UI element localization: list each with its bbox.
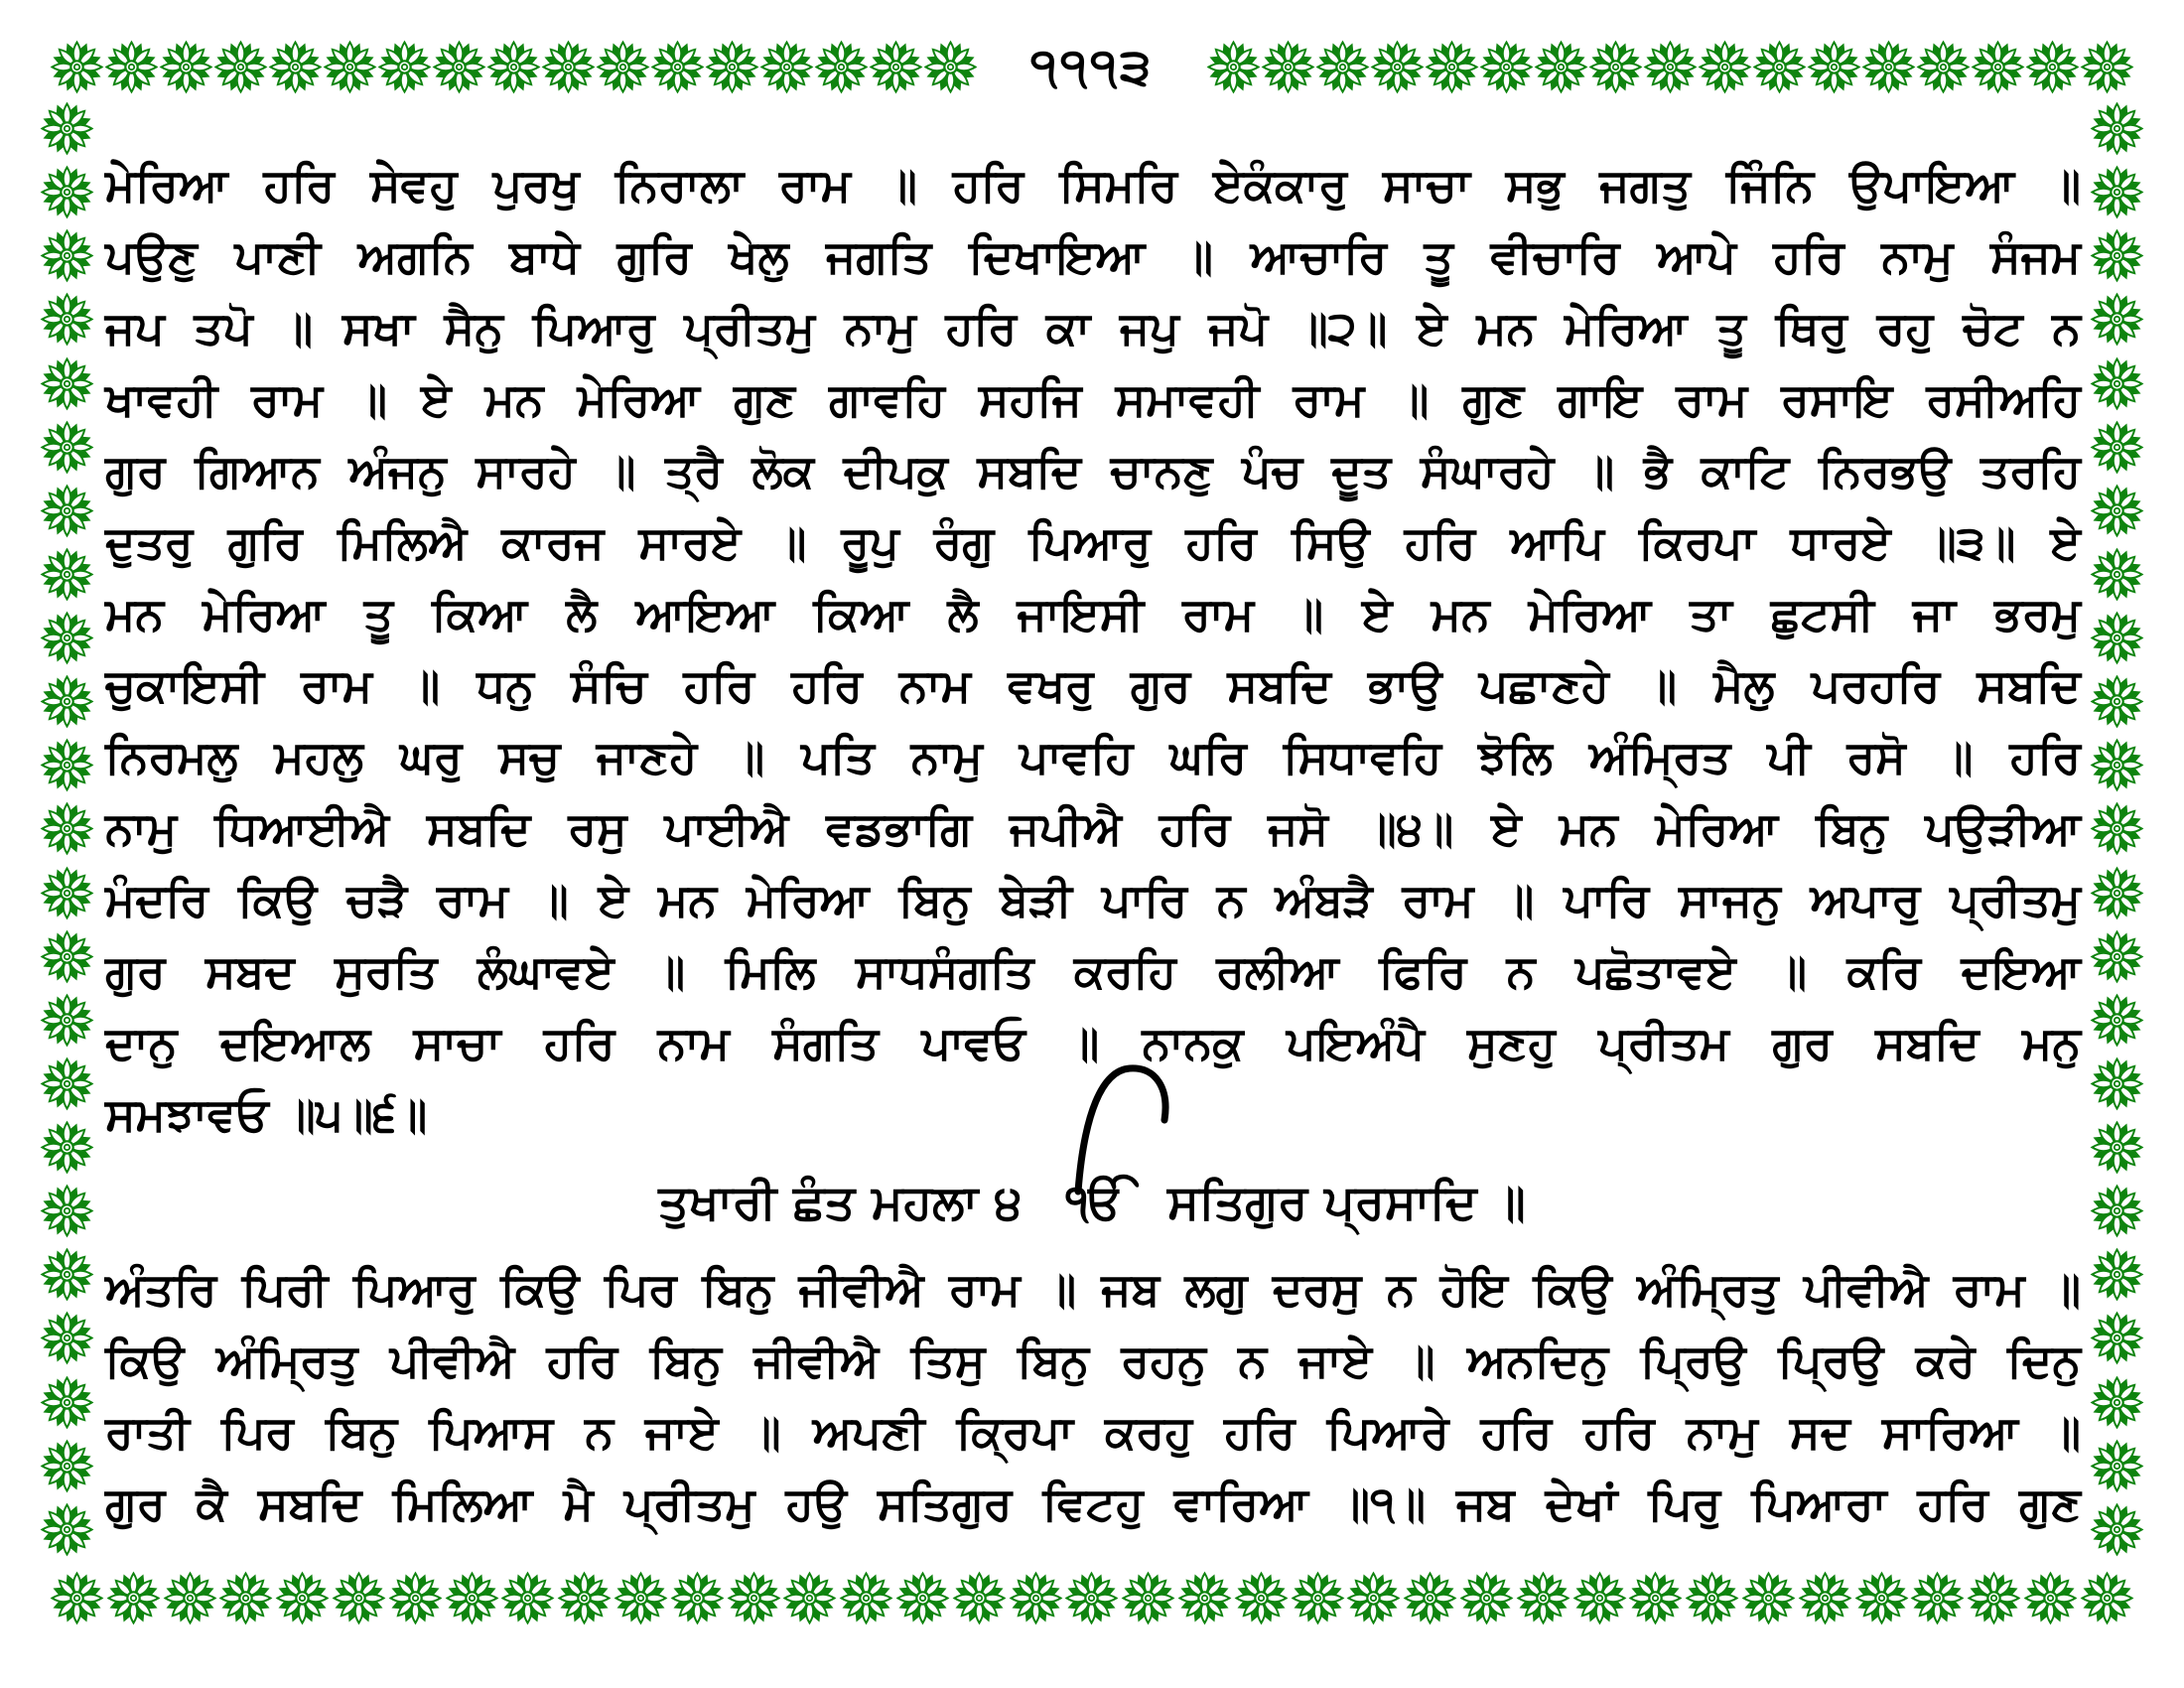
flower-ornament-icon	[1261, 40, 1315, 94]
flower-ornament-icon	[1741, 1571, 1796, 1625]
text-line: ਗੁਰ ਸਬਦ ਸੁਰਤਿ ਲੰਘਾਵਏ ॥ ਮਿਲਿ ਸਾਧਸੰਗਤਿ ਕਰਹਿ ਰਲੀਆ ਫਿਰਿ ਨ ਪਛੋਤਾਵਏ ॥ ਕਰਿ ਦਇਆ	[105, 944, 2081, 998]
page-number: ੧੧੧੩	[1029, 38, 1155, 95]
flower-ornament-icon	[50, 1571, 104, 1625]
text-line: ਜਪ ਤਪੋ ॥ ਸਖਾ ਸੈਨੁ ਪਿਆਰੁ ਪ੍ਰੀਤਮੁ ਨਾਮੁ ਹਰਿ ਕਾ ਜਪੁ ਜਪੋ ॥੨॥ ਏ ਮਨ ਮੇਰਿਆ ਤੂ ਥਿਰੁ ਰਹੁ ਚੋਟ ਨ	[105, 301, 2081, 354]
flower-ornament-icon	[1370, 40, 1425, 94]
ik-onkar-glyph: ੴ	[1065, 1174, 1124, 1230]
flower-ornament-icon	[2090, 1247, 2144, 1302]
invocation-text: ਸਤਿਗੁਰ ਪ੍ਰਸਾਦਿ ॥	[1166, 1174, 1526, 1230]
flower-ornament-icon	[557, 1571, 612, 1625]
flower-ornament-icon	[1967, 1571, 2021, 1625]
flower-ornament-icon	[486, 40, 541, 94]
flower-ornament-icon	[40, 1439, 94, 1493]
flower-ornament-icon	[2090, 547, 2144, 602]
flower-ornament-icon	[40, 1247, 94, 1302]
text-line: ਮੰਦਰਿ ਕਿਉ ਚੜੈ ਰਾਮ ॥ ਏ ਮਨ ਮੇਰਿਆ ਬਿਨੁ ਬੇੜੀ ਪਾਰਿ ਨ ਅੰਬੜੈ ਰਾਮ ॥ ਪਾਰਿ ਸਾਜਨੁ ਅਪਾਰੁ ਪ੍ਰੀਤਮੁ	[105, 873, 2081, 926]
flower-ornament-icon	[323, 40, 377, 94]
flower-ornament-icon	[275, 1571, 330, 1625]
border-bottom	[50, 1565, 2134, 1630]
flower-ornament-icon	[727, 1571, 781, 1625]
border-top-left-flowers	[50, 40, 978, 94]
flower-ornament-icon	[923, 40, 978, 94]
text-line: ਚੁਕਾਇਸੀ ਰਾਮ ॥ ਧਨੁ ਸੰਚਿ ਹਰਿ ਹਰਿ ਨਾਮ ਵਖਰੁ ਗੁਰ ਸਬਦਿ ਭਾਉ ਪਛਾਣਹੇ ॥ ਮੈਲੁ ਪਰਹਰਿ ਸਬਦਿ	[105, 658, 2081, 712]
flower-ornament-icon	[2023, 1571, 2078, 1625]
flower-ornament-icon	[1910, 1571, 1965, 1625]
flower-ornament-icon	[2080, 1571, 2134, 1625]
flower-ornament-icon	[1698, 40, 1752, 94]
flower-ornament-icon	[40, 228, 94, 283]
flower-ornament-icon	[1206, 40, 1261, 94]
flower-ornament-icon	[377, 40, 432, 94]
flower-ornament-icon	[2090, 929, 2144, 984]
flower-ornament-icon	[1459, 1571, 1514, 1625]
flower-ornament-icon	[1572, 1571, 1627, 1625]
flower-ornament-icon	[1315, 40, 1370, 94]
flower-ornament-icon	[40, 674, 94, 729]
text-line: ਗੁਰ ਕੈ ਸਬਦਿ ਮਿਲਿਆ ਮੈ ਪ੍ਰੀਤਮੁ ਹਉ ਸਤਿਗੁਰ ਵਿਟਹੁ ਵਾਰਿਆ ॥੧॥ ਜਬ ਦੇਖਾਂ ਪਿਰੁ ਪਿਆਰਾ ਹਰਿ ਗੁਣ	[105, 1477, 2081, 1530]
flower-ornament-icon	[445, 1571, 499, 1625]
text-line: ਸਮਝਾਵਓ ॥੫॥੬॥	[105, 1087, 428, 1141]
flower-ornament-icon	[2090, 1375, 2144, 1430]
flower-ornament-icon	[1064, 1571, 1119, 1625]
flower-ornament-icon	[388, 1571, 443, 1625]
section-title: ਤੁਖਾਰੀ ਛੰਤ ਮਹਲਾ ੪	[658, 1174, 1023, 1230]
flower-ornament-icon	[40, 420, 94, 475]
text-line: ਨਿਰਮਲੁ ਮਹਲੁ ਘਰੁ ਸਚੁ ਜਾਣਹੇ ॥ ਪਤਿ ਨਾਮੁ ਪਾਵਹਿ ਘਰਿ ਸਿਧਾਵਹਿ ਝੋਲਿ ਅੰਮ੍ਰਿਤ ਪੀ ਰਸੋ ॥ ਹਰਿ	[105, 730, 2081, 783]
flower-ornament-icon	[2090, 801, 2144, 856]
text-line: ਮੇਰਿਆ ਹਰਿ ਸੇਵਹੁ ਪੁਰਖੁ ਨਿਰਾਲਾ ਰਾਮ ॥ ਹਰਿ ਸਿਮਰਿ ਏਕੰਕਾਰੁ ਸਾਚਾ ਸਭੁ ਜਗਤੁ ਜਿੰਨਿ ਉਪਾਇਆ ॥	[105, 158, 2081, 211]
text-line: ਨਾਮੁ ਧਿਆਈਐ ਸਬਦਿ ਰਸੁ ਪਾਈਐ ਵਡਭਾਗਿ ਜਪੀਐ ਹਰਿ ਜਸੋ ॥੪॥ ਏ ਮਨ ਮੇਰਿਆ ਬਿਨੁ ਪਉੜੀਆ	[105, 801, 2081, 855]
flower-ornament-icon	[2090, 1439, 2144, 1493]
flower-ornament-icon	[2090, 356, 2144, 411]
flower-ornament-icon	[2090, 1056, 2144, 1111]
border-top-right-flowers	[1206, 40, 2134, 94]
border-top	[50, 34, 2134, 99]
flower-ornament-icon	[40, 1056, 94, 1111]
shabad-text-block-2	[105, 1253, 2081, 1539]
flower-ornament-icon	[1861, 40, 1916, 94]
flower-ornament-icon	[40, 292, 94, 347]
flower-ornament-icon	[895, 1571, 950, 1625]
flower-ornament-icon	[104, 40, 159, 94]
flower-ornament-icon	[1346, 1571, 1401, 1625]
flower-ornament-icon	[1479, 40, 1534, 94]
flower-ornament-icon	[952, 1571, 1007, 1625]
text-line: ਦੁਤਰੁ ਗੁਰਿ ਮਿਲਿਐ ਕਾਰਜ ਸਾਰਏ ॥ ਰੂਪੁ ਰੰਗੁ ਪਿਆਰੁ ਹਰਿ ਸਿਉ ਹਰਿ ਆਪਿ ਕਿਰਪਾ ਧਾਰਏ ॥੩॥ ਏ	[105, 515, 2081, 569]
ik-onkar-symbol	[1066, 1175, 1124, 1231]
flower-ornament-icon	[40, 738, 94, 792]
flower-ornament-icon	[163, 1571, 217, 1625]
flower-ornament-icon	[213, 40, 268, 94]
flower-ornament-icon	[2090, 993, 2144, 1048]
flower-ornament-icon	[1009, 1571, 1063, 1625]
flower-ornament-icon	[759, 40, 814, 94]
flower-ornament-icon	[432, 40, 486, 94]
flower-ornament-icon	[1291, 1571, 1345, 1625]
flower-ornament-icon	[40, 993, 94, 1048]
flower-ornament-icon	[1177, 1571, 1232, 1625]
flower-ornament-icon	[40, 929, 94, 984]
flower-ornament-icon	[40, 866, 94, 920]
flower-ornament-icon	[159, 40, 213, 94]
text-line: ਦਾਨੁ ਦਇਆਲ ਸਾਚਾ ਹਰਿ ਨਾਮ ਸੰਗਤਿ ਪਾਵਓ ॥ ਨਾਨਕੁ ਪਇਅੰਪੈ ਸੁਣਹੁ ਪ੍ਰੀਤਮ ਗੁਰ ਸਬਦਿ ਮਨੁ	[105, 1016, 2081, 1069]
flower-ornament-icon	[332, 1571, 386, 1625]
flower-ornament-icon	[1971, 40, 2025, 94]
flower-ornament-icon	[1534, 40, 1588, 94]
flower-ornament-icon	[40, 801, 94, 856]
flower-ornament-icon	[50, 40, 104, 94]
flower-ornament-icon	[500, 1571, 555, 1625]
flower-ornament-icon	[2090, 292, 2144, 347]
text-line: ਗੁਰ ਗਿਆਨ ਅੰਜਨੁ ਸਾਰਹੇ ॥ ਤ੍ਰੈ ਲੋਕ ਦੀਪਕੁ ਸਬਦਿ ਚਾਨਣੁ ਪੰਚ ਦੂਤ ਸੰਘਾਰਹੇ ॥ ਭੈ ਕਾਟਿ ਨਿਰਭਉ ਤਰਹਿ	[105, 444, 2081, 497]
flower-ornament-icon	[40, 611, 94, 665]
flower-ornament-icon	[1516, 1571, 1570, 1625]
text-line: ਰਾਤੀ ਪਿਰ ਬਿਨੁ ਪਿਆਸ ਨ ਜਾਏ ॥ ਅਪਣੀ ਕ੍ਰਿਪਾ ਕਰਹੁ ਹਰਿ ਪਿਆਰੇ ਹਰਿ ਹਰਿ ਨਾਮੁ ਸਦ ਸਾਰਿਆ ॥	[105, 1405, 2081, 1459]
border-right	[2090, 101, 2144, 1557]
flower-ornament-icon	[218, 1571, 273, 1625]
flower-ornament-icon	[2090, 101, 2144, 156]
text-line: ਮਨ ਮੇਰਿਆ ਤੂ ਕਿਆ ਲੈ ਆਇਆ ਕਿਆ ਲੈ ਜਾਇਸੀ ਰਾਮ ॥ ਏ ਮਨ ਮੇਰਿਆ ਤਾ ਛੁਟਸੀ ਜਾ ਭਰਮੁ	[105, 587, 2081, 640]
flower-ornament-icon	[1685, 1571, 1739, 1625]
flower-ornament-icon	[2090, 738, 2144, 792]
flower-ornament-icon	[2090, 165, 2144, 219]
flower-ornament-icon	[670, 1571, 725, 1625]
flower-ornament-icon	[40, 101, 94, 156]
flower-ornament-icon	[839, 1571, 893, 1625]
flower-ornament-icon	[1643, 40, 1698, 94]
flower-ornament-icon	[1798, 1571, 1852, 1625]
flower-ornament-icon	[2090, 1311, 2144, 1365]
flower-ornament-icon	[2090, 1502, 2144, 1557]
flower-ornament-icon	[650, 40, 705, 94]
flower-ornament-icon	[541, 40, 596, 94]
flower-ornament-icon	[2090, 866, 2144, 920]
flower-ornament-icon	[1752, 40, 1807, 94]
flower-ornament-icon	[596, 40, 650, 94]
flower-ornament-icon	[40, 484, 94, 538]
flower-ornament-icon	[705, 40, 759, 94]
flower-ornament-icon	[106, 1571, 161, 1625]
flower-ornament-icon	[2090, 674, 2144, 729]
flower-ornament-icon	[1854, 1571, 1909, 1625]
flower-ornament-icon	[40, 1375, 94, 1430]
text-line: ਖਾਵਹੀ ਰਾਮ ॥ ਏ ਮਨ ਮੇਰਿਆ ਗੁਣ ਗਾਵਹਿ ਸਹਜਿ ਸਮਾਵਹੀ ਰਾਮ ॥ ਗੁਣ ਗਾਇ ਰਾਮ ਰਸਾਇ ਰਸੀਅਹਿ	[105, 372, 2081, 426]
flower-ornament-icon	[2090, 228, 2144, 283]
flower-ornament-icon	[782, 1571, 837, 1625]
flower-ornament-icon	[1425, 40, 1479, 94]
flower-ornament-icon	[1121, 1571, 1175, 1625]
flower-ornament-icon	[1916, 40, 1971, 94]
flower-ornament-icon	[40, 356, 94, 411]
shabad-text-block-1	[105, 149, 2081, 1150]
flower-ornament-icon	[268, 40, 323, 94]
text-line: ਅੰਤਰਿ ਪਿਰੀ ਪਿਆਰੁ ਕਿਉ ਪਿਰ ਬਿਨੁ ਜੀਵੀਐ ਰਾਮ ॥ ਜਬ ਲਗੁ ਦਰਸੁ ਨ ਹੋਇ ਕਿਉ ਅੰਮ੍ਰਿਤੁ ਪੀਵੀਐ ਰਾਮ ॥	[105, 1262, 2081, 1316]
flower-ornament-icon	[40, 1311, 94, 1365]
flower-ornament-icon	[40, 547, 94, 602]
text-line: ਪਉਣੁ ਪਾਣੀ ਅਗਨਿ ਬਾਧੇ ਗੁਰਿ ਖੇਲੁ ਜਗਤਿ ਦਿਖਾਇਆ ॥ ਆਚਾਰਿ ਤੂ ਵੀਚਾਰਿ ਆਪੇ ਹਰਿ ਨਾਮੁ ਸੰਜਮ	[105, 229, 2081, 283]
ik-onkar-arc-icon	[1068, 1062, 1179, 1194]
flower-ornament-icon	[614, 1571, 668, 1625]
flower-ornament-icon	[869, 40, 923, 94]
flower-ornament-icon	[2090, 484, 2144, 538]
flower-ornament-icon	[1234, 1571, 1289, 1625]
flower-ornament-icon	[2090, 420, 2144, 475]
section-heading	[0, 1160, 2184, 1245]
flower-ornament-icon	[1628, 1571, 1683, 1625]
flower-ornament-icon	[814, 40, 869, 94]
flower-ornament-icon	[1588, 40, 1643, 94]
flower-ornament-icon	[1807, 40, 1861, 94]
flower-ornament-icon	[2090, 611, 2144, 665]
flower-ornament-icon	[2025, 40, 2080, 94]
flower-ornament-icon	[40, 165, 94, 219]
flower-ornament-icon	[2080, 40, 2134, 94]
flower-ornament-icon	[40, 1502, 94, 1557]
border-left	[40, 101, 94, 1557]
flower-ornament-icon	[1403, 1571, 1457, 1625]
text-line: ਕਿਉ ਅੰਮ੍ਰਿਤੁ ਪੀਵੀਐ ਹਰਿ ਬਿਨੁ ਜੀਵੀਐ ਤਿਸੁ ਬਿਨੁ ਰਹਨੁ ਨ ਜਾਏ ॥ ਅਨਦਿਨੁ ਪ੍ਰਿਉ ਪ੍ਰਿਉ ਕਰੇ ਦਿਨੁ	[105, 1334, 2081, 1387]
